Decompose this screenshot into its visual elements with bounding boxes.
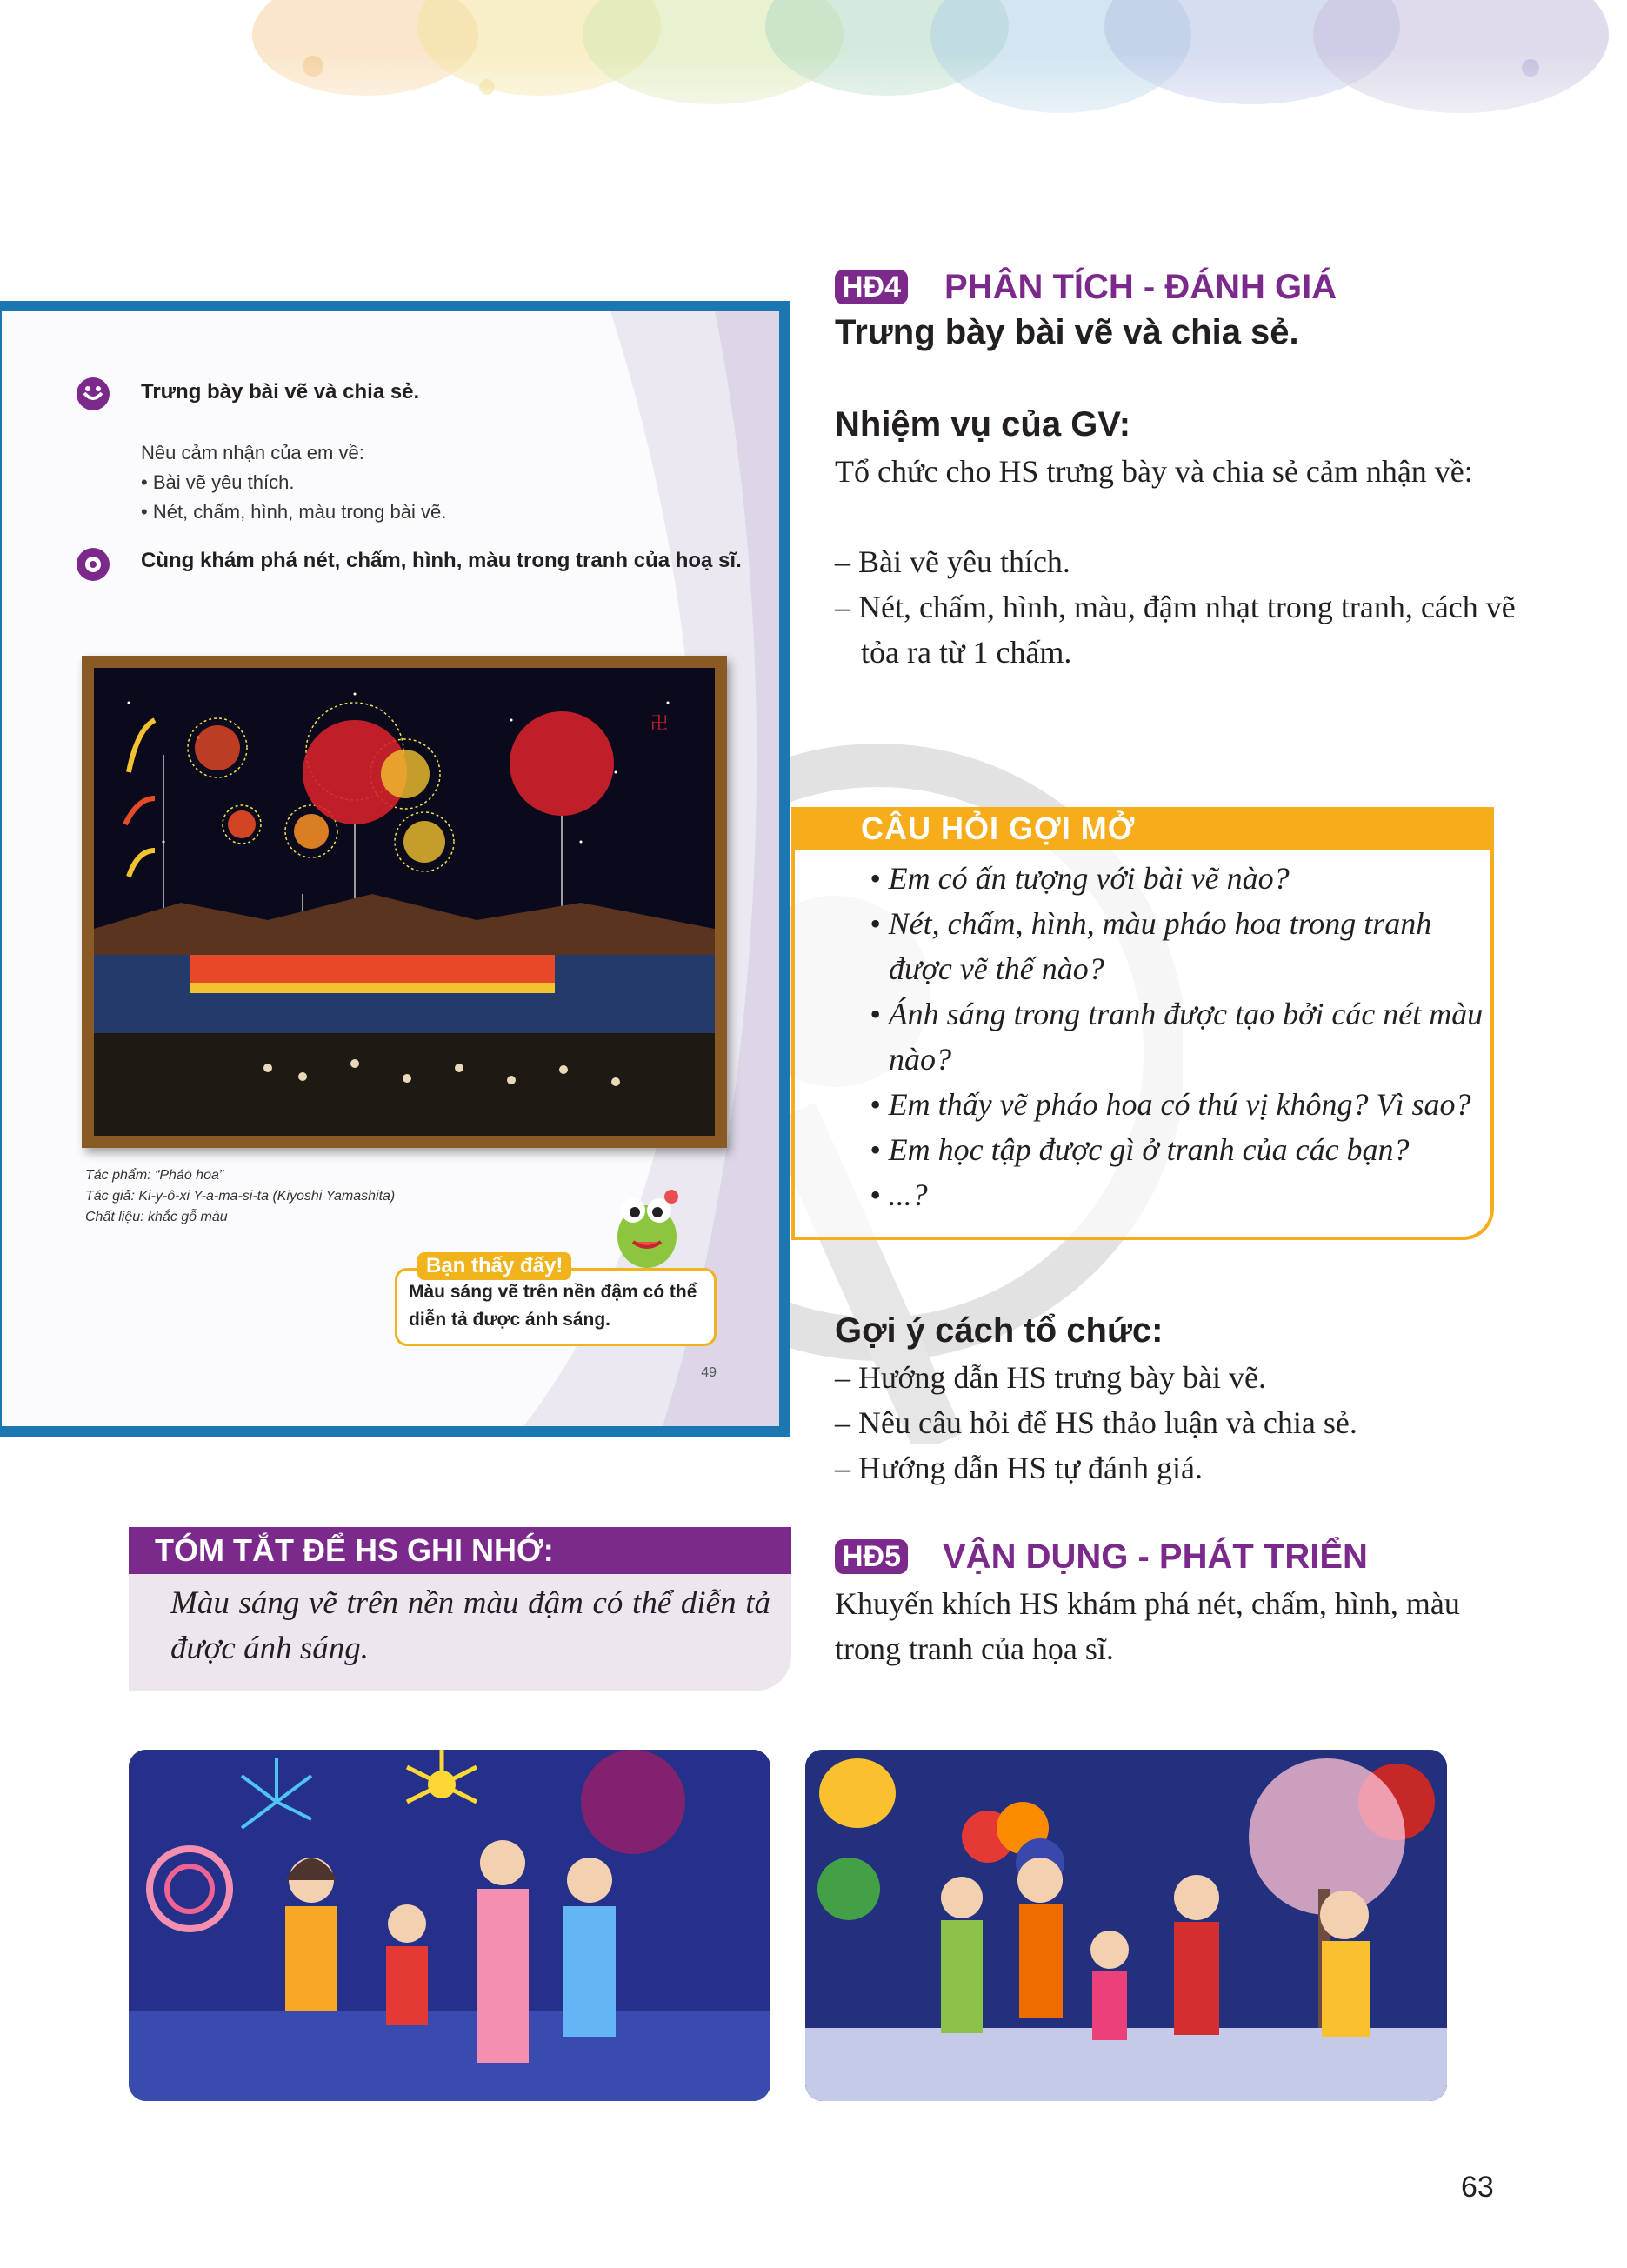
top-decoration: [0, 0, 1627, 174]
hd4-subtitle: Trưng bày bài vẽ và chia sẻ.: [835, 313, 1299, 351]
book-item-line: • Nét, chấm, hình, màu trong bài vẽ.: [141, 501, 447, 523]
hd5-text: Khuyến khích HS khám phá nét, chấm, hình, màu trong tranh của họa sĩ.: [835, 1586, 1460, 1666]
question-item: • Nét, chấm, hình, màu pháo hoa trong tranh được vẽ thế nào?: [870, 906, 1432, 986]
page-number: 63: [1461, 2171, 1494, 2204]
task-item: – Bài vẽ yêu thích.: [835, 544, 1070, 579]
question-item: • Em thấy vẽ pháo hoa có thú vị không? Vì sao?: [870, 1087, 1471, 1122]
tip-text: Màu sáng vẽ trên nền đậm có thể diễn tả được ánh sáng.: [409, 1282, 697, 1330]
question-item: • Ánh sáng trong tranh được tạo bởi các nét màu nào?: [870, 997, 1484, 1077]
suggestion-item: – Nêu câu hỏi để HS thảo luận và chia sẻ.: [835, 1405, 1357, 1440]
book-item-line: • Bài vẽ yêu thích.: [141, 471, 295, 493]
task-heading: Nhiệm vụ của GV:: [835, 405, 1131, 444]
task-intro: Tổ chức cho HS trưng bày và chia sẻ cảm nhận về:: [835, 454, 1473, 489]
book-item-heading-2: Cùng khám phá nét, chấm, hình, màu trong tranh của hoạ sĩ.: [141, 549, 742, 572]
question-item: • ...?: [870, 1177, 928, 1212]
question-item: • Em học tập được gì ở tranh của các bạn?: [870, 1132, 1410, 1167]
hd4-title: PHÂN TÍCH - ĐÁNH GIÁ: [944, 268, 1337, 306]
summary-title: TÓM TẮT ĐỂ HS GHI NHỚ:: [155, 1532, 554, 1568]
textbook-page-excerpt: [0, 301, 790, 1437]
artwork-material: Chất liệu: khắc gỗ màu: [85, 1210, 228, 1224]
task-item: – Nét, chấm, hình, màu, đậm nhạt trong tranh, cách vẽ tỏa ra từ 1 chấm.: [835, 590, 1516, 670]
smile-icon: [77, 377, 110, 410]
hd5-title: VẬN DỤNG - PHÁT TRIỂN: [943, 1538, 1368, 1576]
tip-title: Bạn thấy đấy!: [417, 1252, 571, 1280]
hd5-badge: HĐ5: [835, 1539, 908, 1574]
frog-mascot-icon: [607, 1184, 687, 1271]
painting-signature: 卍: [650, 712, 668, 733]
student-drawing-1: [129, 1750, 770, 2101]
artwork-title: Tác phẩm: “Pháo hoa”: [85, 1168, 224, 1183]
suggestion-item: – Hướng dẫn HS tự đánh giá.: [835, 1451, 1204, 1485]
hd4-badge: HĐ4: [835, 270, 908, 304]
palette-icon: [77, 548, 110, 581]
book-item-line: Nêu cảm nhận của em về:: [141, 442, 364, 464]
artwork-author: Tác giả: Ki-y-ô-xi Y-a-ma-si-ta (Kiyoshi Yamashita): [85, 1189, 396, 1204]
summary-text: Màu sáng vẽ trên nền màu đậm có thể diễn tả được ánh sáng.: [170, 1585, 770, 1666]
question-title: CÂU HỎI GỢI MỞ: [861, 810, 1136, 846]
suggestion-heading: Gợi ý cách tổ chức:: [835, 1311, 1164, 1350]
fireworks-painting: [82, 656, 727, 1148]
suggestion-item: – Hướng dẫn HS trưng bày bài vẽ.: [835, 1360, 1266, 1395]
book-item-heading-1: Trưng bày bài vẽ và chia sẻ.: [141, 380, 420, 404]
question-item: • Em có ấn tượng với bài vẽ nào?: [870, 861, 1290, 896]
book-page-number: 49: [701, 1365, 717, 1380]
student-drawing-2: [805, 1750, 1447, 2101]
